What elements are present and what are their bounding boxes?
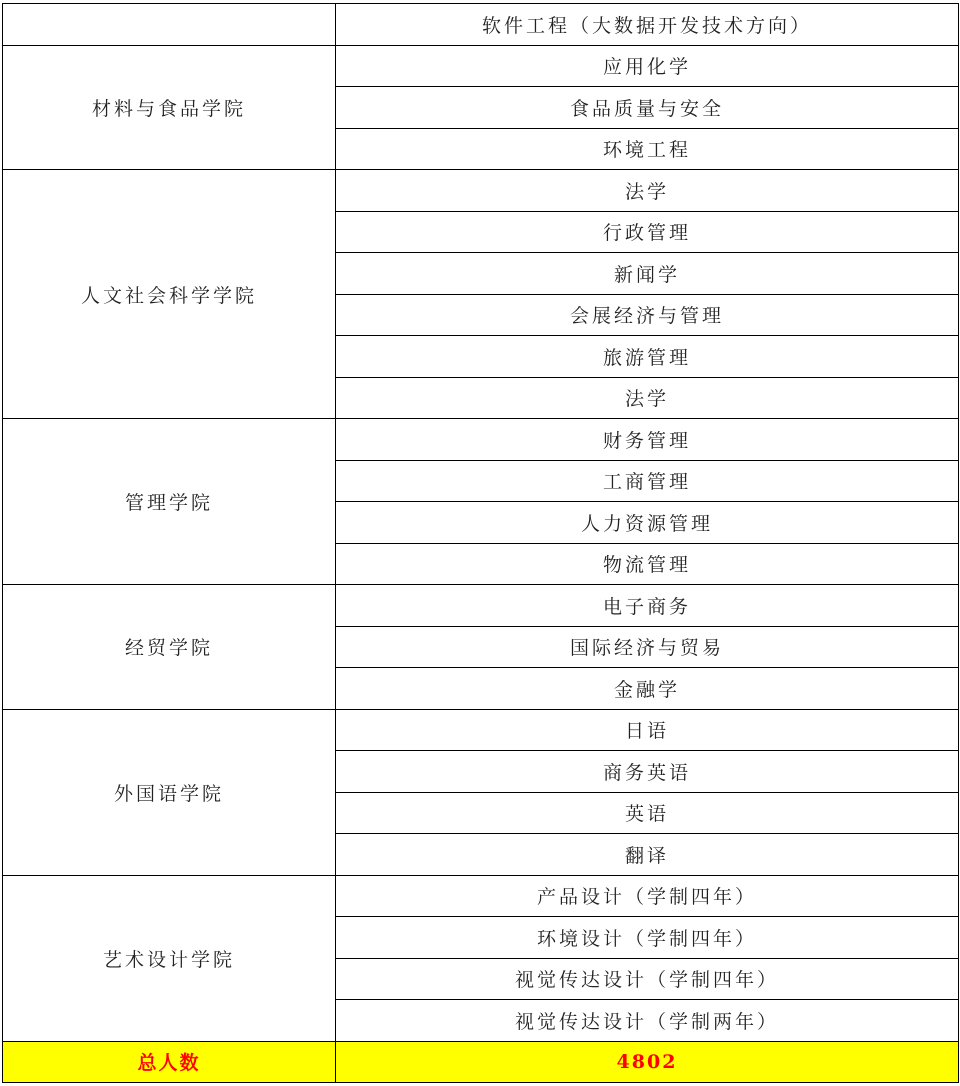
major-cell: 电子商务 bbox=[336, 585, 959, 627]
college-cell: 经贸学院 bbox=[3, 585, 336, 710]
major-cell: 视觉传达设计（学制四年） bbox=[336, 958, 959, 1000]
table-row bbox=[3, 875, 959, 917]
major-cell: 翻译 bbox=[336, 834, 959, 876]
major-cell: 金融学 bbox=[336, 668, 959, 710]
major-cell: 食品质量与安全 bbox=[336, 87, 959, 129]
major-cell: 英语 bbox=[336, 792, 959, 834]
majors-table bbox=[2, 3, 959, 1083]
major-cell: 行政管理 bbox=[336, 211, 959, 253]
major-cell: 新闻学 bbox=[336, 253, 959, 295]
table-row bbox=[3, 709, 959, 751]
major-cell: 应用化学 bbox=[336, 45, 959, 87]
major-cell: 法学 bbox=[336, 377, 959, 419]
major-cell: 产品设计（学制四年） bbox=[336, 875, 959, 917]
major-cell: 环境工程 bbox=[336, 128, 959, 170]
table-row bbox=[3, 585, 959, 627]
major-cell: 旅游管理 bbox=[336, 336, 959, 378]
major-cell: 物流管理 bbox=[336, 543, 959, 585]
table-row bbox=[3, 4, 959, 46]
college-cell: 管理学院 bbox=[3, 419, 336, 585]
college-cell: 材料与食品学院 bbox=[3, 45, 336, 170]
majors-table-body bbox=[3, 4, 959, 1083]
major-cell: 环境设计（学制四年） bbox=[336, 917, 959, 959]
major-cell: 视觉传达设计（学制两年） bbox=[336, 1000, 959, 1042]
major-cell: 人力资源管理 bbox=[336, 502, 959, 544]
major-cell: 工商管理 bbox=[336, 460, 959, 502]
table-row bbox=[3, 419, 959, 461]
total-value: 4802 bbox=[336, 1041, 959, 1083]
table-row bbox=[3, 170, 959, 212]
college-cell: 艺术设计学院 bbox=[3, 875, 336, 1041]
table-row bbox=[3, 45, 959, 87]
college-cell: 人文社会科学学院 bbox=[3, 170, 336, 419]
major-cell: 会展经济与管理 bbox=[336, 294, 959, 336]
major-cell: 法学 bbox=[336, 170, 959, 212]
total-label: 总人数 bbox=[3, 1041, 336, 1083]
college-cell: 外国语学院 bbox=[3, 709, 336, 875]
major-cell: 软件工程（大数据开发技术方向） bbox=[336, 4, 959, 46]
major-cell: 日语 bbox=[336, 709, 959, 751]
major-cell: 商务英语 bbox=[336, 751, 959, 793]
major-cell: 国际经济与贸易 bbox=[336, 626, 959, 668]
total-row bbox=[3, 1041, 959, 1083]
major-cell: 财务管理 bbox=[336, 419, 959, 461]
college-cell bbox=[3, 4, 336, 46]
